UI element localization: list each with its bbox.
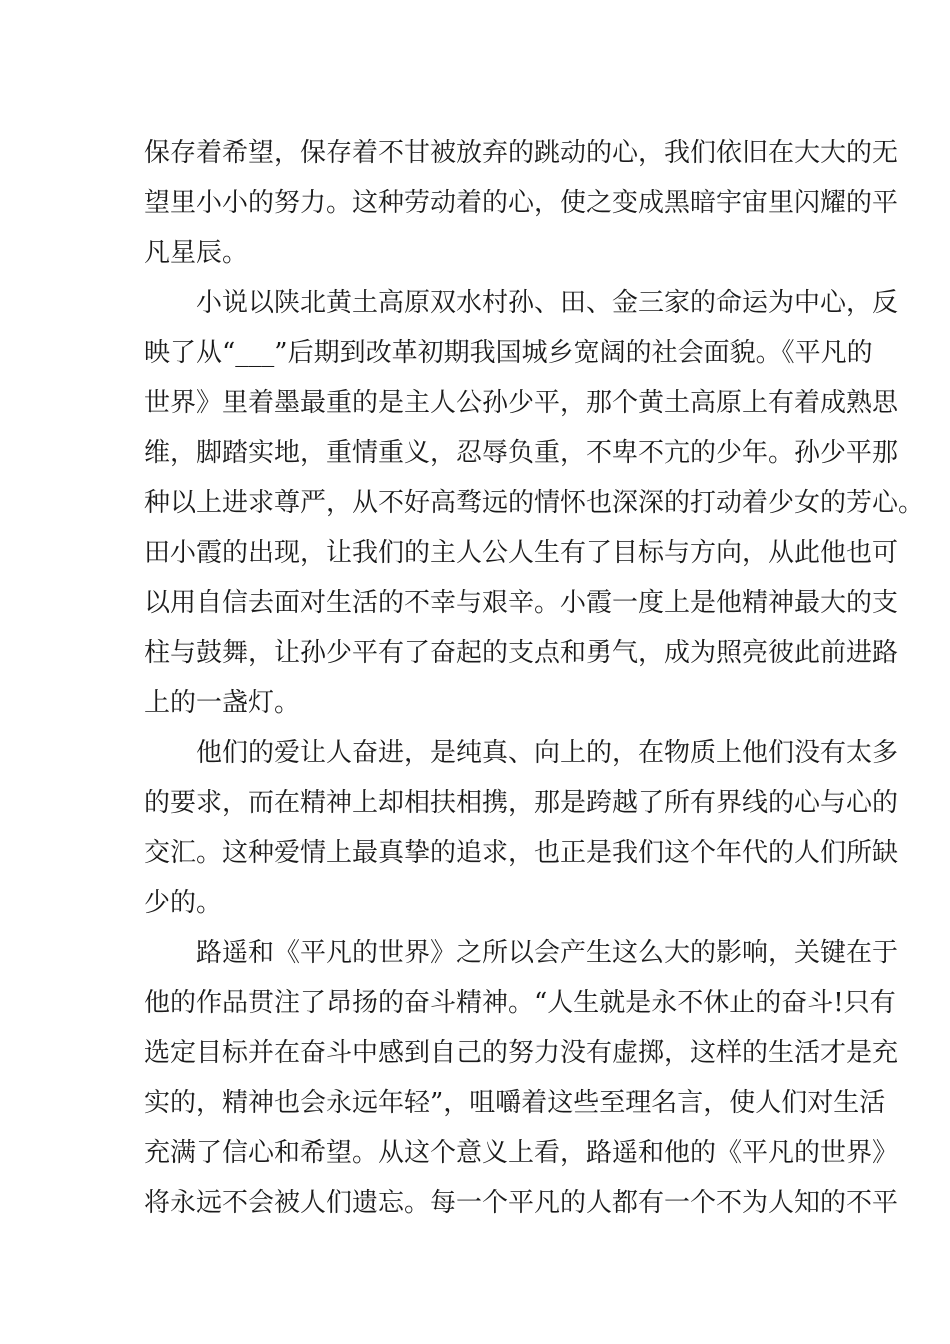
paragraph-4-line: 将永远不会被人们遗忘。每一个平凡的人都有一个不为人知的不平 (144, 1188, 899, 1218)
paragraph-2-line: 映了从“___”后期到改革初期我国城乡宽阔的社会面貌。《平凡的 (144, 338, 873, 368)
paragraph-4-line: 充满了信心和希望。从这个意义上看，路遥和他的《平凡的世界》 (144, 1138, 899, 1168)
paragraph-1-line: 保存着希望，保存着不甘被放弃的跳动的心，我们依旧在大大的无 (144, 138, 899, 168)
paragraph-2-line: 上的一盏灯。 (144, 688, 301, 718)
paragraph-1-line: 望里小小的努力。这种劳动着的心，使之变成黑暗宇宙里闪耀的平 (144, 188, 899, 218)
paragraph-2-line: 种以上进求尊严，从不好高骛远的情怀也深深的打动着少女的芳心。 (144, 488, 925, 518)
paragraph-4-line: 实的，精神也会永远年轻”，咀嚼着这些至理名言，使人们对生活 (144, 1088, 886, 1118)
paragraph-2-line: 以用自信去面对生活的不幸与艰辛。小霞一度上是他精神最大的支 (144, 588, 899, 618)
paragraph-1-line: 凡星辰。 (144, 238, 249, 268)
paragraph-4-line: 他的作品贯注了昂扬的奋斗精神。“人生就是永不休止的奋斗!只有 (144, 988, 896, 1018)
paragraph-2-line: 柱与鼓舞，让孙少平有了奋起的支点和勇气，成为照亮彼此前进路 (144, 638, 899, 668)
paragraph-2-line: 田小霞的出现，让我们的主人公人生有了目标与方向，从此他也可 (144, 538, 899, 568)
paragraph-4-line: 路遥和《平凡的世界》之所以会产生这么大的影响，关键在于 (196, 938, 899, 968)
paragraph-3-line: 的要求，而在精神上却相扶相携，那是跨越了所有界线的心与心的 (144, 788, 899, 818)
paragraph-4-line: 选定目标并在奋斗中感到自己的努力没有虚掷，这样的生活才是充 (144, 1038, 899, 1068)
paragraph-3-line: 他们的爱让人奋进，是纯真、向上的，在物质上他们没有太多 (196, 738, 899, 768)
paragraph-2-line: 小说以陕北黄土高原双水村孙、田、金三家的命运为中心，反 (196, 288, 899, 318)
paragraph-3-line: 交汇。这种爱情上最真挚的追求，也正是我们这个年代的人们所缺 (144, 838, 899, 868)
document-body (144, 128, 925, 1228)
paragraph-3-line: 少的。 (144, 888, 223, 918)
paragraph-2-line: 维，脚踏实地，重情重义，忍辱负重，不卑不亢的少年。孙少平那 (144, 438, 899, 468)
paragraph-2-line: 世界》里着墨最重的是主人公孙少平，那个黄土高原上有着成熟思 (144, 388, 899, 418)
